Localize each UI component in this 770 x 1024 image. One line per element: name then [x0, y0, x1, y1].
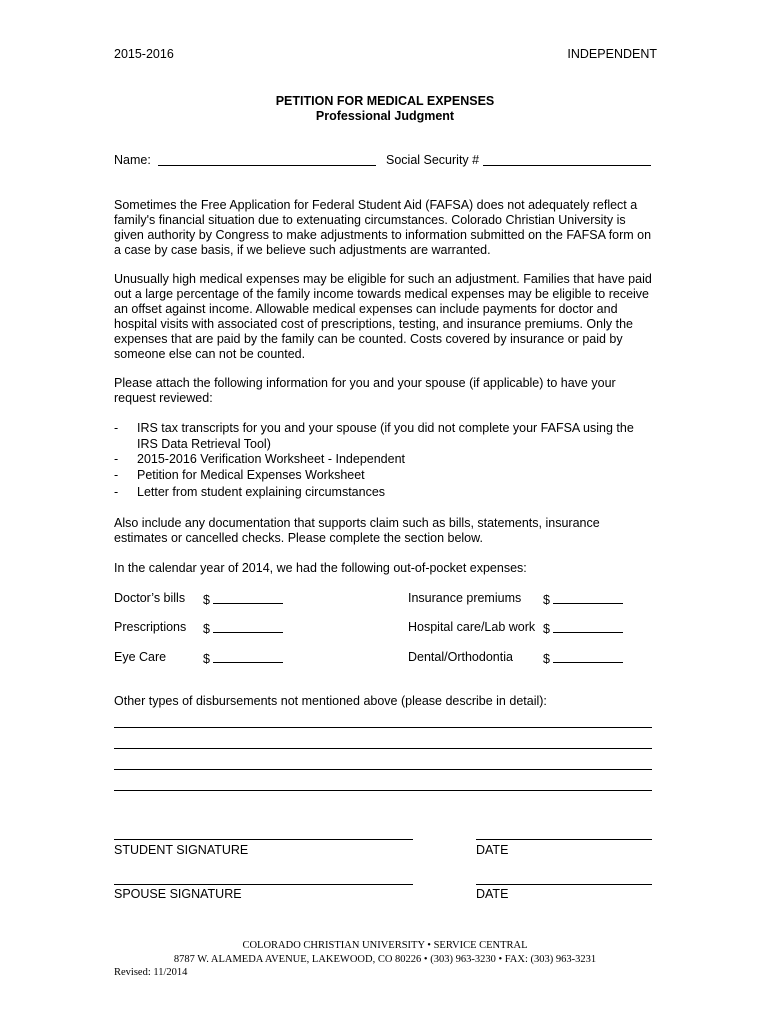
description-line[interactable]	[114, 790, 652, 791]
form-subtitle: Professional Judgment	[315, 109, 455, 123]
doctors-bills-field[interactable]: $	[203, 591, 283, 607]
attach-instructions	[114, 376, 659, 406]
list-item: - 2015-2016 Verification Worksheet - Independent	[114, 452, 406, 466]
name-field[interactable]	[158, 165, 376, 166]
insurance-premiums-field[interactable]: $	[543, 591, 623, 607]
list-item: - Letter from student explaining circumstances	[114, 485, 386, 499]
dental-orthodontia-field[interactable]: $	[543, 650, 623, 666]
insurance-premiums-label: Insurance premiums	[408, 591, 522, 605]
text-line: a case by case basis, if we believe such adjustments are warranted.	[114, 243, 491, 257]
documentation-paragraph	[114, 516, 659, 546]
list-item: - Petition for Medical Expenses Worksheet	[114, 467, 365, 482]
text-line: out a large percentage of the family income towards medical expenses may be eligible to receive	[114, 287, 650, 301]
text-line: family's financial situation due to extenuating circumstances. Colorado Christian University is	[114, 213, 626, 227]
text-line: Also include any documentation that supports claim such as bills, statements, insurance	[114, 516, 600, 530]
doctors-bills-label: Doctor’s bills	[114, 591, 186, 605]
text-line: an offset against income. Allowable medical expenses can include payments for doctor and	[114, 302, 618, 316]
student-date-field[interactable]	[476, 839, 652, 840]
spouse-signature-label: SPOUSE SIGNATURE	[114, 887, 242, 901]
calendar-year-statement: In the calendar year of 2014, we had the following out-of-pocket expenses:	[114, 561, 527, 575]
description-line[interactable]	[114, 727, 652, 728]
list-item: - IRS tax transcripts for you and your spouse (if you did not complete your FAFSA using the IRS Data Retrieval Tool)	[114, 421, 634, 451]
footer-address: 8787 W. ALAMEDA AVENUE, LAKEWOOD, CO 80226 • (303) 963-3230 • FAX: (303) 963-3231	[173, 954, 597, 965]
name-label: Name:	[114, 153, 151, 167]
description-line[interactable]	[114, 748, 652, 749]
student-signature-field[interactable]	[114, 839, 413, 840]
student-signature-label: STUDENT SIGNATURE	[114, 843, 249, 857]
text-line: given authority by Congress to make adjustments to information submitted on the FAFSA form on	[114, 228, 652, 242]
revision-date: Revised: 11/2014	[114, 967, 188, 978]
eye-care-field[interactable]: $	[203, 650, 283, 666]
required-documents-list	[114, 421, 674, 501]
hospital-care-field[interactable]: $	[543, 620, 623, 636]
medical-expenses-paragraph	[114, 272, 659, 362]
spouse-signature-field[interactable]	[114, 884, 413, 885]
prescriptions-label: Prescriptions	[114, 620, 187, 634]
text-line: estimates or cancelled checks. Please complete the section below.	[114, 531, 483, 545]
student-date-label: DATE	[476, 843, 509, 857]
student-status: INDEPENDENT	[567, 47, 657, 61]
eye-care-label: Eye Care	[114, 650, 167, 664]
hospital-care-label: Hospital care/Lab work	[408, 620, 536, 634]
ssn-label: Social Security #	[386, 153, 480, 167]
spouse-date-field[interactable]	[476, 884, 652, 885]
text-line: Please attach the following information for you and your spouse (if applicable) to have your	[114, 376, 616, 390]
ssn-field[interactable]	[483, 165, 651, 166]
text-line: request reviewed:	[114, 391, 213, 405]
description-line[interactable]	[114, 769, 652, 770]
text-line: expenses that are paid by the family can be counted. Costs covered by insurance or paid by	[114, 332, 623, 346]
dental-orthodontia-label: Dental/Orthodontia	[408, 650, 513, 664]
spouse-date-label: DATE	[476, 887, 509, 901]
prescriptions-field[interactable]: $	[203, 620, 283, 636]
form-title: PETITION FOR MEDICAL EXPENSES	[275, 94, 495, 108]
text-line: Unusually high medical expenses may be eligible for such an adjustment. Families that have paid	[114, 272, 652, 286]
footer-institution: COLORADO CHRISTIAN UNIVERSITY • SERVICE CENTRAL	[242, 940, 528, 951]
text-line: hospital visits with associated cost of prescriptions, testing, and insurance premiums. Only the	[114, 317, 633, 331]
other-disbursements-label: Other types of disbursements not mentioned above (please describe in detail):	[114, 694, 547, 708]
text-line: someone else can not be counted.	[114, 347, 306, 361]
form-year: 2015-2016	[114, 47, 174, 61]
text-line: Sometimes the Free Application for Federal Student Aid (FAFSA) does not adequately reflect a	[114, 198, 638, 212]
intro-paragraph	[114, 198, 659, 258]
